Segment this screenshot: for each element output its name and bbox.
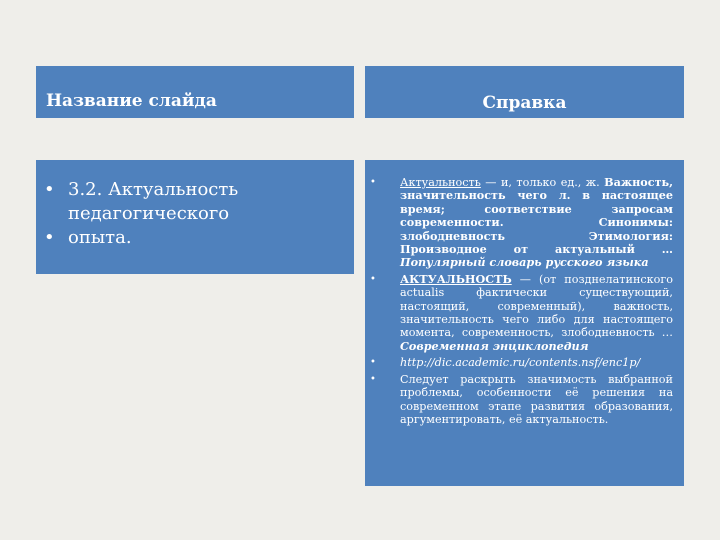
term-grammar: — и, только ед., ж.: [480, 176, 600, 189]
source-label: Популярный словарь русского языка: [400, 255, 649, 270]
source-label: Современная энциклопедия: [400, 338, 589, 353]
bullet-icon: •: [370, 273, 376, 285]
left-item-text: 3.2. Актуальность педагогического: [68, 179, 239, 224]
reference-item-dictionary: [370, 176, 673, 270]
reference-url-link[interactable]: http://dic.academic.ru/contents.nsf/enc1p/: [400, 356, 641, 370]
reference-item-instruction: [370, 373, 673, 427]
reference-item-encyclopedia: [370, 273, 673, 353]
instruction-text: Следует раскрыть значимость выбранной проблемы, особенности её решения на современном этапе развития образования, аргументировать, её актуальность.: [400, 372, 673, 426]
right-content-panel: [365, 160, 684, 486]
left-header-panel: [36, 66, 354, 118]
reference-bullet-list: [370, 176, 673, 429]
term-link-aktualnost[interactable]: Актуальность: [400, 176, 481, 189]
bullet-icon: •: [44, 227, 55, 248]
slide-title-label: Название слайда: [46, 91, 217, 111]
bullet-icon: •: [44, 179, 55, 200]
reference-title-label: Справка: [482, 93, 567, 113]
term-definition: Важность, значительность чего л. в настоящее время; соответствие запросам современности. Синонимы: злободневность Этимология: Производное от актуальный …: [400, 175, 673, 257]
encyclopedia-definition: — (от позднелатинского actualis фактически существующий, настоящий, современный), важность, значительность чего либо для настоящего момента, современность, злободневность …: [400, 272, 673, 340]
term-link-encyclopedia[interactable]: АКТУАЛЬНОСТЬ: [400, 271, 512, 286]
left-list-item: [44, 226, 344, 250]
left-list-item: [44, 178, 344, 226]
right-header-panel: [365, 66, 684, 118]
left-item-text: опыта.: [68, 227, 132, 248]
bullet-icon: •: [370, 373, 376, 385]
left-bullet-list: [44, 178, 344, 250]
left-content-panel: [36, 160, 354, 274]
bullet-icon: •: [370, 177, 376, 188]
bullet-icon: •: [370, 357, 376, 369]
reference-item-url: [370, 356, 673, 369]
